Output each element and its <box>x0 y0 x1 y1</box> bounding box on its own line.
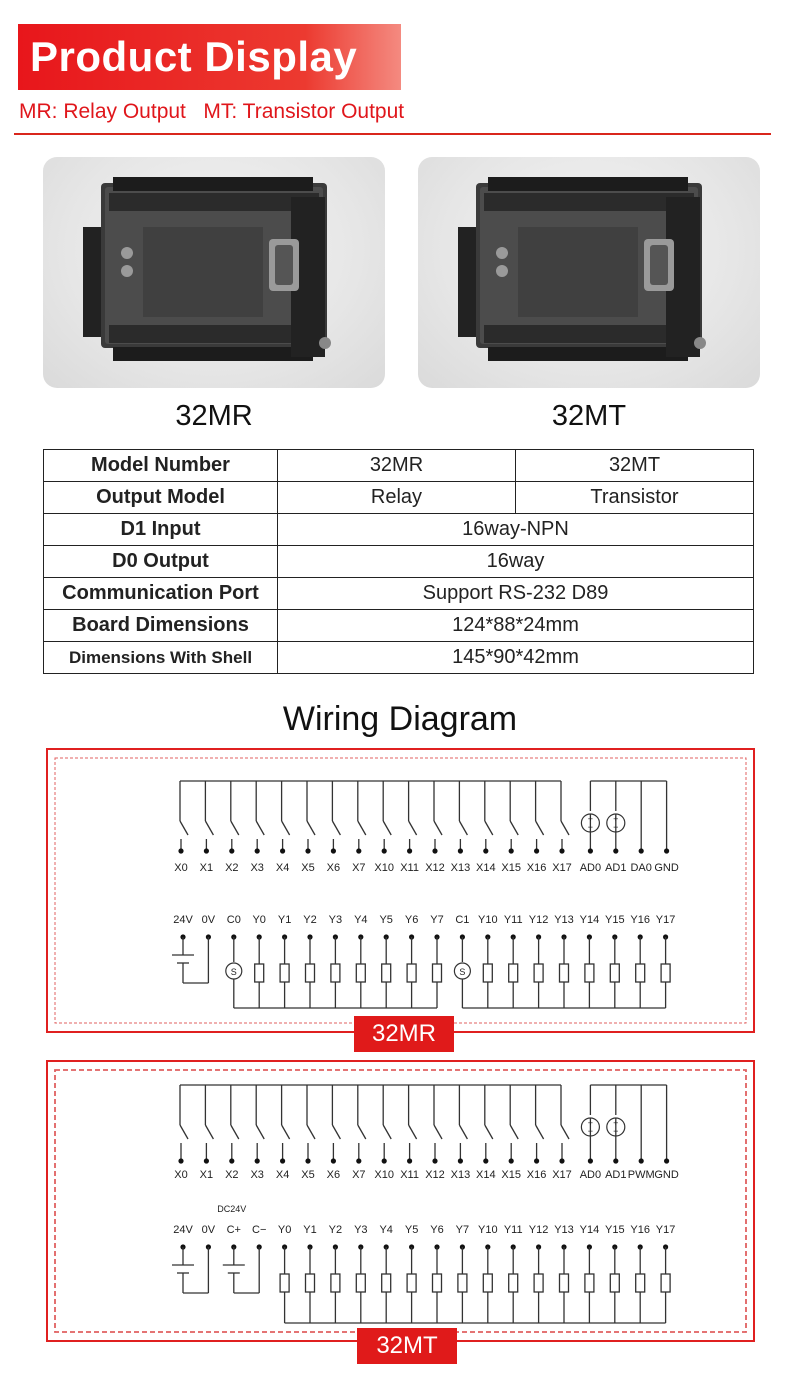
terminal-label-bottom: Y0 <box>277 1224 292 1236</box>
wiring-diagram-32mt <box>0 1058 800 1368</box>
wiring-diagram-32mr <box>0 748 800 1058</box>
load-resistor <box>382 1274 391 1292</box>
terminal-label-bottom: Y0 <box>252 914 266 926</box>
input-switch <box>434 821 442 835</box>
input-switch <box>307 1125 315 1139</box>
input-switch <box>536 821 544 835</box>
terminal-dot <box>664 848 669 853</box>
terminal-label-bottom: Y7 <box>455 1224 470 1236</box>
source-sign: + <box>587 814 594 824</box>
terminal-label-top: X13 <box>450 862 471 874</box>
spec-table <box>43 449 754 674</box>
terminal-dot <box>613 1158 618 1163</box>
load-resistor <box>483 1274 492 1292</box>
plc-module-image <box>43 157 385 388</box>
terminal-label-top: X12 <box>425 1169 445 1181</box>
product-photo-32mr <box>43 157 385 388</box>
product-display-banner: Product Display <box>18 24 401 90</box>
input-switch <box>459 1125 467 1139</box>
terminal-dot <box>204 848 209 853</box>
source-sign: + <box>613 1118 619 1128</box>
terminal-dot <box>407 848 412 853</box>
load-resistor <box>483 964 492 982</box>
terminal-label-bottom: Y3 <box>328 914 343 926</box>
spec-key: D0 Output <box>44 546 278 578</box>
terminal-label-bottom: Y1 <box>303 1224 317 1236</box>
load-resistor <box>661 964 670 982</box>
input-switch <box>485 1125 493 1139</box>
terminal-label-top: X14 <box>476 1169 496 1181</box>
source-sign: − <box>587 1126 594 1136</box>
terminal-label-top: AD1 <box>605 1169 627 1181</box>
terminal-dot <box>509 848 514 853</box>
terminal-label-bottom: C− <box>252 1224 267 1236</box>
terminal-dot <box>458 1158 463 1163</box>
terminal-label-bottom: Y10 <box>478 914 498 926</box>
input-switch <box>409 821 417 835</box>
terminal-dot <box>356 848 361 853</box>
terminal-dot <box>331 848 336 853</box>
table-row <box>44 578 754 610</box>
terminal-label-top: AD1 <box>605 862 627 874</box>
load-resistor <box>306 964 315 982</box>
spec-value: Support RS-232 D89 <box>278 578 754 610</box>
terminal-label-bottom: C1 <box>455 914 470 926</box>
load-resistor <box>255 964 264 982</box>
terminal-label-top: X10 <box>374 1169 394 1181</box>
load-resistor <box>331 964 340 982</box>
terminal-label-top: AD0 <box>579 1169 602 1181</box>
terminal-label-top: X15 <box>501 862 521 874</box>
terminal-dot <box>204 1158 209 1163</box>
source-sign: S <box>230 967 237 977</box>
source-sign: + <box>613 814 619 824</box>
load-resistor <box>509 964 518 982</box>
terminal-dot <box>588 848 593 853</box>
terminal-label-bottom: Y16 <box>630 914 650 926</box>
source-sign: − <box>613 822 619 832</box>
spec-key: Model Number <box>44 450 278 482</box>
spec-value: 16way <box>278 546 754 578</box>
load-resistor <box>560 1274 569 1292</box>
terminal-label-top: X17 <box>552 862 572 874</box>
terminal-label-bottom: Y10 <box>478 1224 498 1236</box>
load-resistor <box>458 1274 467 1292</box>
load-resistor <box>661 1274 670 1292</box>
terminal-dot <box>534 848 539 853</box>
terminal-label-bottom: 24V <box>173 1224 193 1236</box>
terminal-label-top: DA0 <box>630 862 652 874</box>
load-resistor <box>636 964 645 982</box>
terminal-dot <box>305 1158 310 1163</box>
input-switch <box>383 821 391 835</box>
spec-key: D1 Input <box>44 514 278 546</box>
terminal-label-bottom: Y14 <box>579 914 600 926</box>
load-resistor <box>585 1274 594 1292</box>
terminal-label-bottom: Y17 <box>655 914 676 926</box>
terminal-dot <box>639 848 644 853</box>
load-resistor <box>407 964 416 982</box>
terminal-label-top: X5 <box>301 1169 315 1181</box>
input-switch <box>180 821 188 835</box>
source-sign: + <box>587 1118 594 1128</box>
terminal-label-bottom: Y12 <box>528 914 549 926</box>
load-resistor <box>280 964 289 982</box>
terminal-label-top: GND <box>654 862 679 874</box>
terminal-label-top: X1 <box>199 862 214 874</box>
input-switch <box>256 1125 264 1139</box>
input-switch <box>536 1125 544 1139</box>
input-switch <box>434 1125 442 1139</box>
load-resistor <box>534 1274 543 1292</box>
load-resistor <box>356 964 365 982</box>
input-switch <box>459 821 467 835</box>
diagram-frame <box>47 749 754 1032</box>
terminal-label-bottom: C+ <box>226 1224 241 1236</box>
terminal-label-bottom: 0V <box>201 1224 216 1236</box>
load-resistor <box>331 1274 340 1292</box>
input-switch <box>485 821 493 835</box>
terminal-dot <box>458 848 463 853</box>
diagram-tag-32mr: 32MR <box>354 1016 454 1052</box>
load-resistor <box>280 1274 289 1292</box>
terminal-dot <box>382 1158 387 1163</box>
terminal-label-bottom: Y6 <box>404 914 419 926</box>
terminal-label-top: X7 <box>352 1169 366 1181</box>
terminal-label-bottom: Y4 <box>354 914 368 926</box>
terminal-label-top: GND <box>654 1169 679 1181</box>
input-switch <box>307 821 315 835</box>
terminal-label-top: X4 <box>275 862 290 874</box>
load-resistor <box>610 964 619 982</box>
terminal-dot <box>559 1158 564 1163</box>
terminal-label-top: AD0 <box>579 862 602 874</box>
wiring-schematic-32mt <box>0 1058 800 1368</box>
wiring-diagram-title: Wiring Diagram <box>282 700 518 738</box>
terminal-label-bottom: Y11 <box>503 1224 523 1236</box>
spec-value: 32MR <box>278 450 516 482</box>
table-row <box>44 642 754 674</box>
input-switch <box>409 1125 417 1139</box>
source-sign: − <box>613 1126 619 1136</box>
terminal-label-bottom: 24V <box>173 914 193 926</box>
spec-key: Communication Port <box>44 578 278 610</box>
terminal-label-top: X13 <box>450 1169 471 1181</box>
terminal-label-bottom: Y2 <box>303 914 317 926</box>
source-sign: − <box>587 822 594 832</box>
terminal-label-bottom: Y13 <box>554 914 574 926</box>
terminal-label-top: X12 <box>425 862 445 874</box>
spec-value: 124*88*24mm <box>278 610 754 642</box>
product-label-32mt: 32MT <box>551 400 627 432</box>
wiring-schematic-32mr <box>0 748 800 1058</box>
terminal-label-bottom: Y15 <box>605 1224 625 1236</box>
terminal-label-bottom: Y2 <box>328 1224 343 1236</box>
terminal-label-top: X11 <box>400 862 419 874</box>
terminal-label-bottom: Y11 <box>503 914 523 926</box>
input-switch <box>231 821 239 835</box>
terminal-dot <box>229 848 234 853</box>
product-photo-32mt <box>418 157 760 388</box>
terminal-dot <box>613 848 618 853</box>
terminal-label-top: X16 <box>526 862 547 874</box>
terminal-dot <box>559 848 564 853</box>
input-switch <box>282 821 290 835</box>
load-resistor <box>433 964 442 982</box>
terminal-dot <box>509 1158 514 1163</box>
spec-value: 16way-NPN <box>278 514 754 546</box>
diagram-frame <box>47 1061 754 1341</box>
table-row <box>44 450 754 482</box>
terminal-dot <box>483 1158 488 1163</box>
terminal-label-bottom: Y12 <box>528 1224 549 1236</box>
input-switch <box>510 1125 518 1139</box>
terminal-label-top: X6 <box>326 862 341 874</box>
terminal-label-bottom: C0 <box>226 914 241 926</box>
terminal-label-bottom: Y14 <box>579 1224 600 1236</box>
terminal-label-bottom: 0V <box>201 914 216 926</box>
supply-voltage-label: DC24V <box>217 1204 247 1214</box>
terminal-label-bottom: Y4 <box>379 1224 393 1236</box>
input-switch <box>332 821 340 835</box>
terminal-dot <box>639 1158 644 1163</box>
terminal-dot <box>534 1158 539 1163</box>
load-resistor <box>356 1274 365 1292</box>
input-switch <box>510 821 518 835</box>
load-resistor <box>560 964 569 982</box>
terminal-label-top: PWM <box>627 1169 655 1181</box>
input-switch <box>358 821 366 835</box>
spec-value: Relay <box>278 482 516 514</box>
header-divider <box>14 133 771 135</box>
source-sign: S <box>459 967 466 977</box>
input-switch <box>231 1125 239 1139</box>
table-row <box>44 610 754 642</box>
terminal-dot <box>588 1158 593 1163</box>
spec-value: Transistor <box>516 482 754 514</box>
terminal-label-bottom: Y7 <box>430 914 444 926</box>
terminal-label-bottom: Y16 <box>630 1224 650 1236</box>
input-switch <box>205 1125 213 1139</box>
load-resistor <box>407 1274 416 1292</box>
input-switch <box>561 821 569 835</box>
terminal-dot <box>178 848 183 853</box>
input-switch <box>332 1125 340 1139</box>
terminal-label-top: X16 <box>526 1169 547 1181</box>
terminal-dot <box>382 848 387 853</box>
terminal-label-bottom: Y5 <box>404 1224 419 1236</box>
terminal-label-bottom: Y13 <box>554 1224 574 1236</box>
terminal-label-top: X2 <box>225 1169 239 1181</box>
load-resistor <box>306 1274 315 1292</box>
spec-value: 145*90*42mm <box>278 642 754 674</box>
terminal-label-bottom: Y6 <box>430 1224 444 1236</box>
terminal-label-bottom: Y5 <box>379 914 393 926</box>
spec-key: Output Model <box>44 482 278 514</box>
terminal-label-top: X1 <box>199 1169 214 1181</box>
terminal-label-top: X0 <box>174 1169 188 1181</box>
terminal-label-top: X6 <box>326 1169 341 1181</box>
load-resistor <box>509 1274 518 1292</box>
table-row <box>44 482 754 514</box>
terminal-label-bottom: Y17 <box>655 1224 676 1236</box>
terminal-label-top: X17 <box>552 1169 572 1181</box>
input-switch <box>256 821 264 835</box>
terminal-label-top: X3 <box>250 862 264 874</box>
terminal-dot <box>280 848 285 853</box>
terminal-label-top: X0 <box>174 862 188 874</box>
table-row <box>44 546 754 578</box>
terminal-dot <box>407 1158 412 1163</box>
load-resistor <box>585 964 594 982</box>
input-switch <box>383 1125 391 1139</box>
terminal-dot <box>664 1158 669 1163</box>
input-switch <box>205 821 213 835</box>
table-row <box>44 514 754 546</box>
terminal-dot <box>255 1158 260 1163</box>
terminal-label-bottom: Y1 <box>277 914 292 926</box>
diagram-tag-32mt: 32MT <box>357 1328 457 1364</box>
input-switch <box>180 1125 188 1139</box>
terminal-label-top: X5 <box>301 862 315 874</box>
load-resistor <box>382 964 391 982</box>
spec-key: Dimensions With Shell <box>44 642 278 674</box>
terminal-label-top: X2 <box>225 862 239 874</box>
terminal-label-top: X3 <box>250 1169 264 1181</box>
load-resistor <box>433 1274 442 1292</box>
terminal-label-bottom: Y15 <box>605 914 625 926</box>
spec-key: Board Dimensions <box>44 610 278 642</box>
terminal-label-top: X14 <box>476 862 496 874</box>
spec-value: 32MT <box>516 450 754 482</box>
terminal-dot <box>178 1158 183 1163</box>
input-switch <box>282 1125 290 1139</box>
diagram-inner-frame <box>55 758 746 1023</box>
terminal-dot <box>255 848 260 853</box>
terminal-dot <box>305 848 310 853</box>
terminal-label-bottom: Y3 <box>354 1224 368 1236</box>
product-label-32mr: 32MR <box>175 400 253 432</box>
terminal-label-top: X15 <box>501 1169 521 1181</box>
terminal-dot <box>356 1158 361 1163</box>
diagram-inner-frame <box>55 1070 746 1332</box>
terminal-dot <box>229 1158 234 1163</box>
plc-module-image <box>418 157 760 388</box>
terminal-label-top: X4 <box>275 1169 290 1181</box>
input-switch <box>561 1125 569 1139</box>
terminal-label-top: X11 <box>400 1169 419 1181</box>
terminal-label-top: X10 <box>374 862 394 874</box>
load-resistor <box>534 964 543 982</box>
terminal-dot <box>483 848 488 853</box>
load-resistor <box>636 1274 645 1292</box>
output-type-legend: MR: Relay Output MT: Transistor Output <box>19 100 405 123</box>
terminal-dot <box>432 848 437 853</box>
terminal-dot <box>331 1158 336 1163</box>
terminal-dot <box>280 1158 285 1163</box>
terminal-dot <box>432 1158 437 1163</box>
load-resistor <box>610 1274 619 1292</box>
input-switch <box>358 1125 366 1139</box>
terminal-label-top: X7 <box>352 862 366 874</box>
